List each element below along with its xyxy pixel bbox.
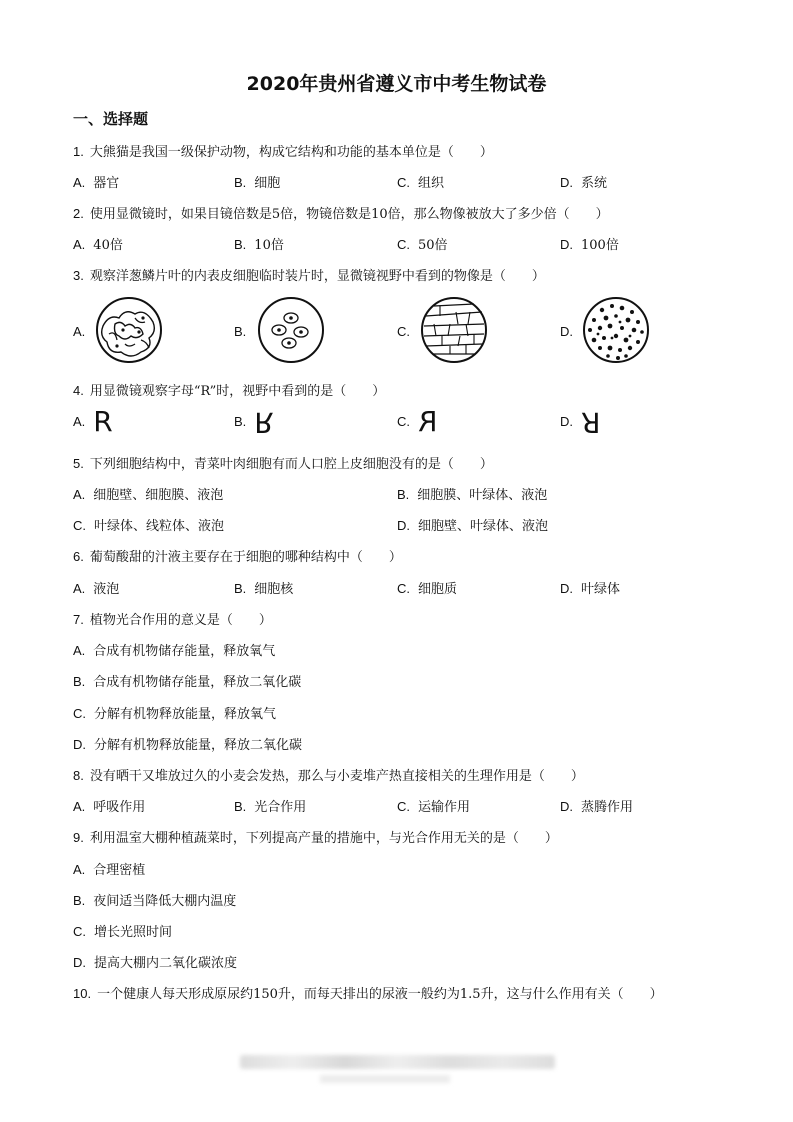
option-a[interactable] [73,484,223,503]
blurred-footer [240,1055,555,1069]
option-label: D. [73,955,86,970]
option-a[interactable] [73,640,275,659]
option-d[interactable] [560,234,619,253]
option-label: B. [234,413,247,429]
section-heading: 一、选择题 [73,110,149,128]
option-label: B. [234,237,247,252]
option-text: 细胞壁、叶绿体、液泡 [418,519,549,534]
option-d[interactable] [560,324,581,340]
option-b[interactable] [234,234,284,253]
option-b[interactable] [234,172,280,191]
option-text: 细胞壁、细胞膜、液泡 [93,488,224,503]
option-b[interactable] [234,578,293,597]
option-d[interactable] [73,734,302,753]
option-text: 叶绿体 [581,582,621,597]
question-number: 4. [73,383,84,398]
option-label: A. [73,175,86,190]
option-label: C. [397,799,410,814]
option-label: C. [397,581,410,596]
irregular-cells-figure [95,296,163,364]
option-d[interactable] [560,172,607,191]
option-d[interactable] [560,796,633,815]
option-text: 细胞 [254,176,281,191]
option-label: A. [73,862,86,877]
option-c[interactable] [73,515,224,534]
option-text: 蒸腾作用 [581,800,634,815]
option-label: A. [73,643,86,658]
option-c[interactable] [397,796,470,815]
option-c[interactable] [397,578,457,597]
question-text: 使用显微镜时，如果目镜倍数是5倍，物镜倍数是10倍，那么物像被放大了多少倍（ ） [89,207,609,222]
option-text: 组织 [418,176,445,191]
question-1 [73,141,493,160]
option-text: 叶绿体、线粒体、液泡 [94,519,225,534]
option-label: C. [397,175,410,190]
question-text: 利用温室大棚种植蔬菜时，下列提高产量的措施中，与光合作用无关的是（ ） [89,831,558,846]
option-label: A. [73,324,86,339]
option-b[interactable] [234,324,254,340]
question-text: 用显微镜观察字母“R”时，视野中看到的是（ ） [89,384,386,399]
option-text: 50倍 [418,238,448,253]
question-text: 没有晒干又堆放过久的小麦会发热，那么与小麦堆产热直接相关的生理作用是（ ） [89,769,584,784]
option-label: B. [73,893,86,908]
option-label: B. [234,581,247,596]
option-text: 10倍 [254,238,284,253]
option-text: 液泡 [93,582,120,597]
question-8 [73,765,584,784]
question-number: 5. [73,456,84,471]
question-number: 3. [73,268,84,283]
round-cells-figure [257,296,325,364]
question-number: 6. [73,549,84,564]
option-label: D. [560,237,573,252]
option-label: A. [73,413,86,429]
option-d[interactable] [560,406,601,439]
option-c[interactable] [397,324,418,340]
question-4 [73,380,385,399]
option-label: D. [397,518,410,533]
option-b[interactable] [234,796,306,815]
option-c[interactable] [397,172,444,191]
question-5 [73,453,493,472]
option-label: C. [397,413,410,429]
letter-r-flipped-vertical: R [254,406,274,439]
option-text: 增长光照时间 [94,925,173,940]
option-a[interactable] [73,796,145,815]
question-6 [73,546,402,565]
option-b[interactable] [397,484,547,503]
option-d[interactable] [397,515,548,534]
page-title: 2020年贵州省遵义市中考生物试卷 [246,73,547,95]
option-label: D. [560,175,573,190]
letter-r-mirrored: R [418,405,438,438]
option-label: C. [73,518,86,533]
question-number: 9. [73,830,84,845]
option-label: B. [234,324,247,339]
option-label: D. [73,737,86,752]
question-text: 一个健康人每天形成原尿约150升，而每天排出的尿液一般约为1.5升，这与什么作用有关（ ） [97,987,663,1002]
option-label: A. [73,237,86,252]
question-number: 2. [73,206,84,221]
option-d[interactable] [73,952,237,971]
option-text: 光合作用 [254,800,307,815]
letter-r-rotated: R [581,406,601,439]
question-number: 8. [73,768,84,783]
question-7 [73,609,272,628]
option-d[interactable] [560,578,620,597]
option-a[interactable] [73,405,113,438]
option-text: 细胞核 [254,582,294,597]
dotted-cells-figure [582,296,650,364]
option-c[interactable] [73,921,172,940]
option-label: B. [234,175,247,190]
option-text: 系统 [581,176,608,191]
option-a[interactable] [73,234,123,253]
question-3 [73,265,545,284]
option-text: 运输作用 [418,800,471,815]
option-label: A. [73,581,86,596]
option-a[interactable] [73,859,145,878]
option-b[interactable] [73,890,236,909]
option-c[interactable] [73,703,276,722]
letter-r-normal: R [93,405,113,438]
option-label: C. [73,924,86,939]
question-text: 葡萄酸甜的汁液主要存在于细胞的哪种结构中（ ） [89,550,402,565]
question-text: 下列细胞结构中，青菜叶肉细胞有而人口腔上皮细胞没有的是（ ） [89,457,493,472]
option-text: 细胞膜、叶绿体、液泡 [417,488,548,503]
option-text: 分解有机物释放能量，释放氧气 [94,707,277,722]
option-label: B. [73,674,86,689]
question-number: 7. [73,612,84,627]
option-text: 提高大棚内二氧化碳浓度 [94,956,238,971]
option-text: 器官 [93,176,120,191]
option-text: 合成有机物储存能量，释放二氧化碳 [93,675,302,690]
option-label: D. [560,581,573,596]
option-label: C. [397,324,410,339]
option-label: A. [73,799,86,814]
option-b[interactable] [73,671,301,690]
option-c[interactable] [397,405,438,438]
option-text: 100倍 [581,238,619,253]
question-text: 大熊猫是我国一级保护动物，构成它结构和功能的基本单位是（ ） [89,145,493,160]
option-text: 合成有机物储存能量，释放氧气 [93,644,276,659]
option-text: 合理密植 [93,863,146,878]
option-b[interactable] [234,406,274,439]
option-text: 40倍 [93,238,123,253]
question-number: 10. [73,986,92,1001]
option-a[interactable] [73,172,119,191]
option-label: A. [73,487,86,502]
question-text: 植物光合作用的意义是（ ） [89,613,272,628]
option-label: D. [560,324,573,339]
option-label: C. [73,706,86,721]
option-text: 夜间适当降低大棚内温度 [93,894,237,909]
option-text: 呼吸作用 [93,800,146,815]
option-label: B. [234,799,247,814]
blurred-footer-secondary [320,1075,450,1083]
question-9 [73,827,558,846]
option-c[interactable] [397,234,448,253]
question-number: 1. [73,144,84,159]
option-text: 细胞质 [418,582,458,597]
option-label: D. [560,799,573,814]
option-a[interactable] [73,324,93,340]
option-label: B. [397,487,410,502]
option-label: C. [397,237,410,252]
option-text: 分解有机物释放能量，释放二氧化碳 [94,738,303,753]
option-a[interactable] [73,578,119,597]
option-label: D. [560,413,573,429]
question-text: 观察洋葱鳞片叶的内表皮细胞临时装片时，显微镜视野中看到的物像是（ ） [89,269,545,284]
question-10 [73,983,663,1002]
elongated-cells-figure [420,296,488,364]
question-2 [73,203,609,222]
